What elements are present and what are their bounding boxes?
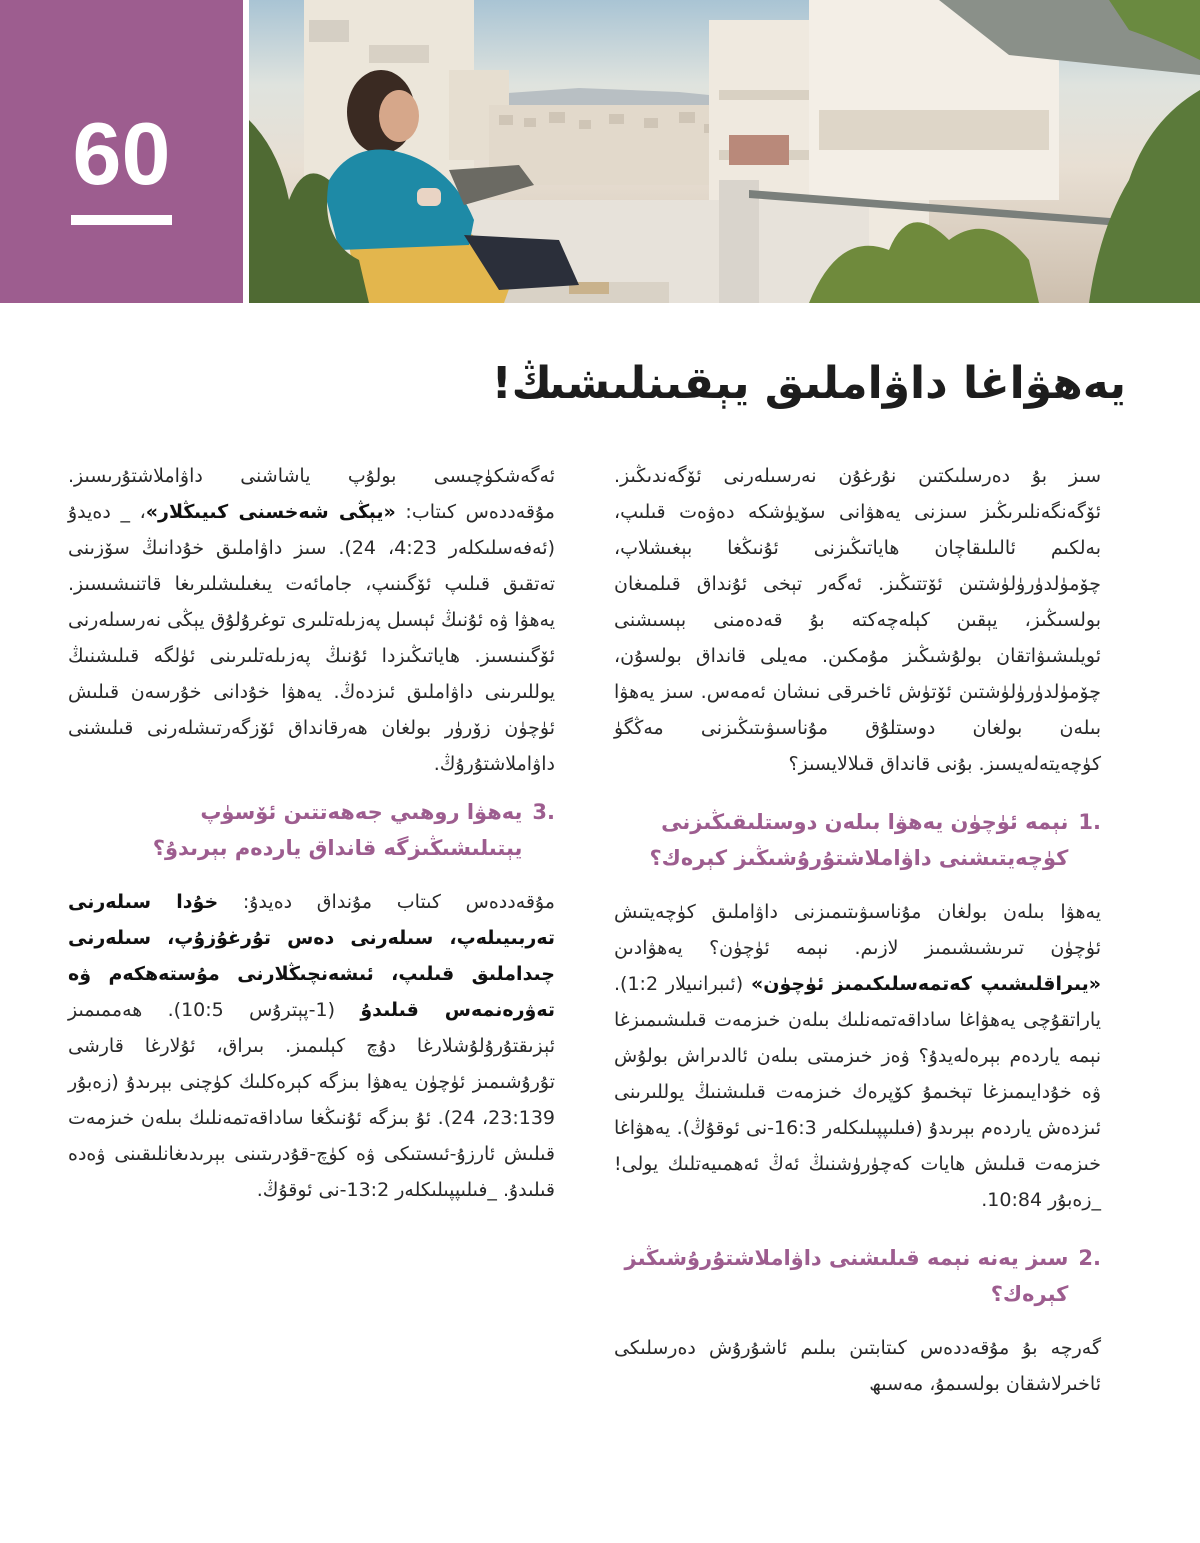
continued-quote-bold: «يېڭى شەخسنى كىيىڭلار» <box>145 501 396 523</box>
lesson-number: 60 <box>72 104 171 203</box>
answer-3-text-a: مۇقەددەس كىتاب مۇنداق دەيدۇ: <box>218 891 555 913</box>
left-column <box>68 458 555 1208</box>
header-photo <box>249 0 1200 303</box>
answer-1-quote-bold: «يىراقلىشىپ كەتمەسلىكىمىز ئۈچۈن» <box>751 973 1101 995</box>
question-2-number: 2. <box>1078 1246 1101 1270</box>
question-3-heading <box>68 794 555 866</box>
answer-3-text-b: (1-پېترۇس 10:5). ھەممىمىز ئېزىقتۇرۇلۇشلارغا دۇچ كېلىمىز. بىراق، ئۇلارغا قارشى تۇرۇشىمىز ئۈچۈن يەھۋا بىزگە كېرەكلىك كۈچنى بېرىدۇ (زەبۇر 23:139، 24). ئۇ بىزگە ئۇنىڭغا ساداقەتمەنلىك بىلەن خىزمەت قىلىش ئارزۇ-ئىستىكى ۋە كۈچ-قۇدرىتىنى بېرىدىغانلىقىنى ۋەدە قىلىدۇ. _فىلىپپىلىكلەر 13:2-نى ئوقۇڭ. <box>68 999 555 1201</box>
page-title: يەھۋاغا داۋاملىق يېقىنلىشىڭ! <box>491 358 1126 409</box>
answer-2-paragraph: گەرچە بۇ مۇقەددەس كىتابتىن بىلىم ئاشۇرۇش دەرسلىكى ئاخىرلاشقان بولسىمۇ، مەسىھ <box>614 1337 1101 1395</box>
question-1-number: 1. <box>1078 810 1101 834</box>
continued-text-a: ئەگەشكۈچىسى بولۇپ ياشاشنى داۋاملاشتۇرىسىز. مۇقەددەس كىتاب: <box>68 465 555 523</box>
lesson-number-box <box>0 0 243 303</box>
continued-text-b: ، _ دەيدۇ (ئەفەسلىكلەر 4:23، 24). سىز داۋاملىق خۇدانىڭ سۆزىنى تەتقىق قىلىپ ئۆگىنىپ، جامائەت يىغىلىشلىرىغا قاتنىشىسىز. يەھۋا ۋە ئۇنىڭ ئېسىل پەزىلەتلىرى توغرۇلۇق يېڭى نەرسىلەرنى ئۆگىنىسىز. ھاياتىڭىزدا ئۇنىڭ پەزىلەتلىرىنى ئۈلگە قىلىشنىڭ يوللىرىنى داۋاملىق ئىزدەڭ. يەھۋا خۇدانى خۇرسەن قىلىش ئۈچۈن زۆرۈر بولغان ھەرقانداق ئۆزگەرتىشلەرنى قىلىشنى داۋاملاشتۇرۇڭ. <box>68 501 555 775</box>
question-2-text: سىز يەنە نېمە قىلىشنى داۋاملاشتۇرۇشىڭىز كېرەك؟ <box>624 1246 1069 1306</box>
balcony-city-illustration <box>249 0 1200 303</box>
answer-3-quote-bold: خۇدا سىلەرنى تەربىيىلەپ، سىلەرنى دەس تۇرغۇزۇپ، سىلەرنى چىداملىق قىلىپ، ئىشەنچىڭلارنى مۇستەھكەم ۋە تەۋرەنمەس قىلىدۇ <box>68 891 555 1021</box>
question-2-heading <box>614 1240 1101 1312</box>
question-1-heading <box>614 804 1101 876</box>
question-3-text: يەھۋا روھىي جەھەتتىن ئۆسۈپ يېتىلىشىڭىزگە قانداق ياردەم بېرىدۇ؟ <box>152 800 523 860</box>
question-3-number: 3. <box>532 800 555 824</box>
answer-1-text-b: (ئىبرانىيلار 1:2). ياراتقۇچى يەھۋاغا ساداقەتمەنلىك بىلەن خىزمەت قىلىشىمىزغا نېمە ياردەم بېرەلەيدۇ؟ ۋەز خىزمىتى بىلەن ئالدىراش بولۇش ۋە خۇدايىمىزغا تېخىمۇ كۆپرەك خىزمەت قىلىشنىڭ يوللىرىنى ئىزدەش ياردەم بېرىدۇ (فىلىپپىلىكلەر 16:3-نى ئوقۇڭ). يەھۋاغا خىزمەت قىلىش ھايات كەچۈرۈشنىڭ ئەڭ ئەھمىيەتلىك يولى! _زەبۇر 10:84. <box>614 973 1101 1211</box>
answer-1-paragraph <box>614 894 1101 1218</box>
continued-paragraph <box>68 458 555 782</box>
question-1-text: نېمە ئۈچۈن يەھۋا بىلەن دوستلىقىڭىزنى كۈچەيتىشنى داۋاملاشتۇرۇشىڭىز كېرەك؟ <box>649 810 1069 870</box>
intro-paragraph: سىز بۇ دەرسلىكتىن نۇرغۇن نەرسىلەرنى ئۆگەندىڭىز. ئۆگەنگەنلىرىڭىز سىزنى يەھۋانى سۆيۈشكە دەۋەت قىلىپ، بەلكىم ئالىلىقاچان ھاياتىڭىزنى ئۇنىڭغا بېغىشلاپ، چۆمۈلدۈرۈلۈشتىن ئۆتتىڭىز. ئەگەر تېخى ئۇنداق قىلمىغان بولسىڭىز، يېقىن كېلەچەكتە بۇ قەدەمنى بېسىشنى ئويلىشىۋاتقان بولۇشىڭىز مۇمكىن. مەيلى قانداق بولسۇن، چۆمۈلدۈرۈلۈشتىن ئۆتۈش ئاخىرقى نىشان ئەمەس. سىز يەھۋا بىلەن بولغان دوستلۇق مۇناسىۋىتىڭىزنى مەڭگۈ كۈچەيتەلەيسىز. بۇنى قانداق قىلالايسىز؟ <box>614 465 1101 775</box>
answer-3-paragraph <box>68 884 555 1208</box>
answer-1-text-a: يەھۋا بىلەن بولغان مۇناسىۋىتىمىزنى داۋاملىق كۈچەيتىش ئۈچۈن تىرىشىشىمىز لازىم. نېمە ئۈچۈن؟ يەھۋادىن <box>614 901 1101 959</box>
lesson-number-underline <box>71 215 172 225</box>
right-column <box>614 458 1101 1402</box>
